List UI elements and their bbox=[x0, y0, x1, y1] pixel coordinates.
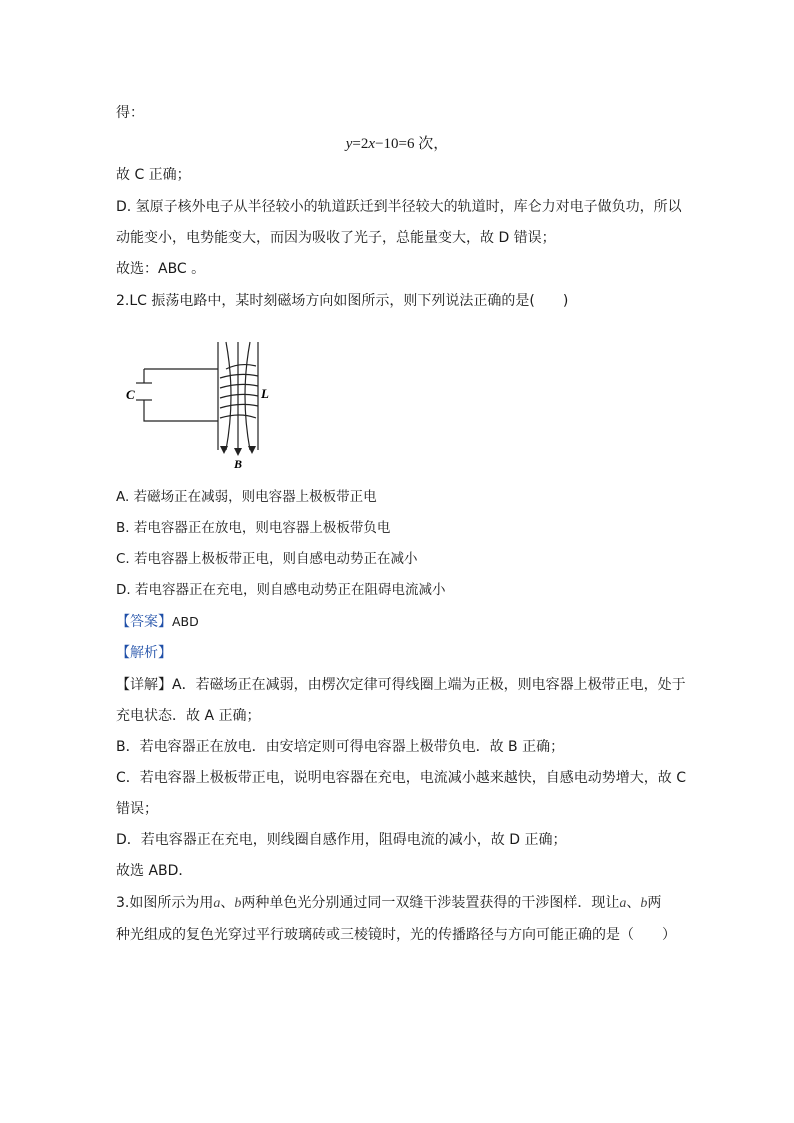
q3-var-b: b bbox=[234, 896, 242, 911]
field-arrow-left bbox=[220, 446, 228, 454]
q3-var-a2: a bbox=[619, 896, 627, 911]
coil-turn bbox=[226, 365, 256, 369]
coil-turn bbox=[220, 404, 258, 408]
question-2-stem: 2.LC 振荡电路中，某时刻磁场方向如图所示，则下列说法正确的是( ) bbox=[116, 293, 569, 309]
detail-tag: 【详解】 bbox=[116, 677, 172, 693]
formula-var-x: x bbox=[368, 136, 376, 152]
q3-var-b2: b bbox=[640, 896, 648, 911]
analysis-d1: D．若电容器正在充电，则线圈自感作用，阻碍电流的减小，故 D 正确； bbox=[116, 832, 567, 848]
q3-var-a: a bbox=[213, 896, 221, 911]
coil-turn bbox=[220, 374, 258, 378]
q3-part4: 、 bbox=[626, 895, 641, 911]
q3-part5: 两 bbox=[647, 895, 662, 911]
q3-part3: 两种单色光分别通过同一双缝干涉装置获得的干涉图样．现让 bbox=[241, 895, 620, 911]
text-d-line2: 动能变小，电势能变大，而因为吸收了光子，总能量变大，故 D 错误； bbox=[116, 230, 556, 246]
option-d: D. 若电容器正在充电，则自感电动势正在阻碍电流减小 bbox=[116, 582, 446, 598]
answer-line bbox=[116, 612, 199, 632]
option-c: C. 若电容器上极板带正电，则自感电动势正在减小 bbox=[116, 551, 418, 567]
question-3-line1 bbox=[116, 893, 661, 914]
label-b: B bbox=[234, 457, 243, 471]
analysis-a1 bbox=[116, 675, 686, 695]
answer-tag: 【答案】 bbox=[116, 614, 172, 630]
formula-eq: =2 bbox=[352, 136, 369, 152]
lc-circuit-figure bbox=[120, 336, 270, 471]
coil-turn bbox=[220, 384, 258, 388]
analysis-a2: 充电状态．故 A 正确； bbox=[116, 708, 261, 724]
analysis-c2: 错误； bbox=[116, 801, 158, 817]
label-l: L bbox=[261, 386, 269, 401]
text-d-line1: D. 氢原子核外电子从半径较小的轨道跃迁到半径较大的轨道时，库仑力对电子做负功，所以 bbox=[116, 199, 682, 215]
text-de: 得： bbox=[116, 105, 144, 121]
analysis-a1-text: A．若磁场正在减弱，由楞次定律可得线圈上端为正极，则电容器上极带正电，处于 bbox=[172, 677, 686, 693]
field-arrow-center bbox=[234, 448, 242, 456]
circuit-wire bbox=[144, 369, 218, 421]
coil-turn bbox=[220, 394, 258, 398]
label-c: C bbox=[126, 387, 135, 402]
text-choose-abc: 故选：ABC 。 bbox=[116, 261, 206, 277]
option-b: B. 若电容器正在放电，则电容器上极板带负电 bbox=[116, 520, 391, 536]
field-line-3 bbox=[245, 342, 250, 450]
formula-var-y: y bbox=[345, 136, 353, 152]
answer-value: ABD bbox=[172, 614, 199, 629]
field-arrow-right bbox=[248, 446, 256, 454]
formula-rest: −10=6 次， bbox=[375, 136, 449, 152]
question-3-line2: 种光组成的复色光穿过平行玻璃砖或三棱镜时，光的传播路径与方向可能正确的是（ ） bbox=[116, 927, 676, 943]
analysis-choose: 故选 ABD． bbox=[116, 863, 193, 879]
analysis-b1: B．若电容器正在放电．由安培定则可得电容器上极带负电．故 B 正确； bbox=[116, 739, 565, 755]
analysis-tag: 【解析】 bbox=[116, 645, 172, 661]
q3-part1: 3.如图所示为用 bbox=[116, 895, 214, 911]
text-c-correct: 故 C 正确； bbox=[116, 167, 191, 183]
analysis-c1: C．若电容器上极板带正电，说明电容器在充电，电流减小越来越快，自感电动势增大，故 C bbox=[116, 770, 686, 786]
q3-part2: 、 bbox=[220, 895, 235, 911]
option-a: A. 若磁场正在减弱，则电容器上极板带正电 bbox=[116, 489, 377, 505]
formula-line bbox=[0, 134, 794, 154]
